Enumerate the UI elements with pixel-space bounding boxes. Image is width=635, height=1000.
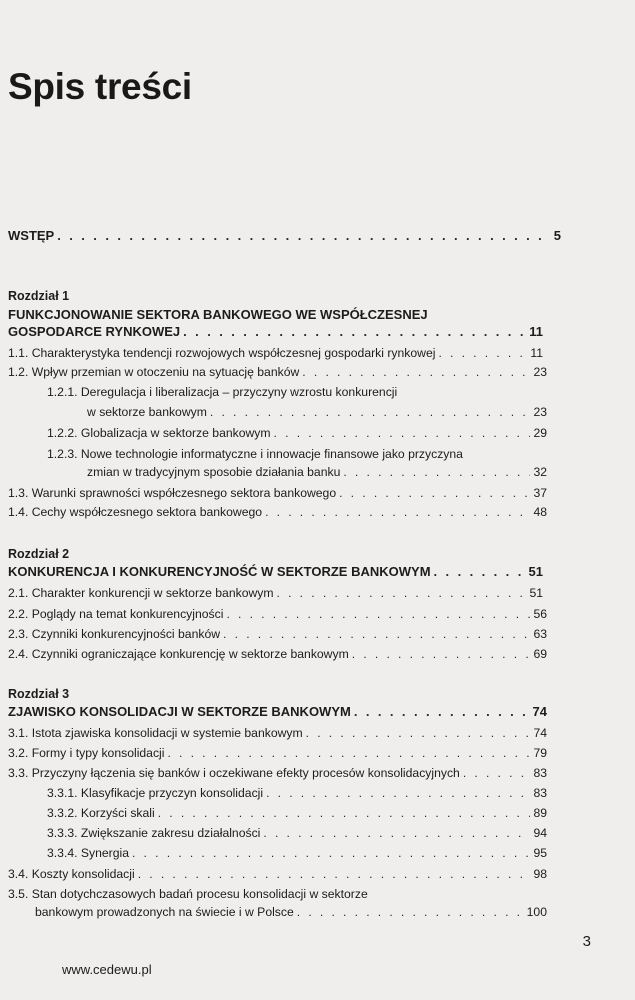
page-number: 3	[582, 933, 591, 950]
entry-label: ZJAWISKO KONSOLIDACJI W SEKTORZE BANKOWYM	[8, 704, 351, 719]
entry-page: 48	[533, 505, 547, 519]
entry-page: 11	[529, 324, 543, 339]
entry-page: 69	[533, 647, 547, 661]
dot-leader	[266, 783, 530, 803]
entry-label: 3.1. Istota zjawiska konsolidacji w systemie bankowym	[8, 726, 303, 740]
toc-entry[interactable]	[0, 743, 635, 763]
chapter-label: Rozdział 3	[8, 687, 70, 701]
entry-label: 2.4. Czynniki ograniczające konkurencję w sektorze bankowym	[8, 647, 349, 661]
toc-entry[interactable]	[0, 723, 635, 743]
entry-page: 83	[533, 766, 547, 780]
toc-entry[interactable]	[0, 462, 635, 482]
dot-leader	[226, 604, 530, 624]
entry-page: 51	[529, 586, 543, 600]
dot-leader	[352, 644, 531, 664]
entry-label-line1: 1.2.1. Deregulacja i liberalizacja – przyczyny wzrostu konkurencji	[47, 385, 398, 399]
entry-label: 3.3.4. Synergia	[47, 846, 129, 860]
entry-label: 3.2. Formy i typy konsolidacji	[8, 746, 165, 760]
entry-page: 23	[533, 405, 547, 419]
entry-label: GOSPODARCE RYNKOWEJ	[8, 324, 181, 339]
page-title: Spis treści	[8, 66, 192, 107]
dot-leader	[354, 702, 530, 722]
toc-entry[interactable]	[0, 423, 635, 443]
entry-label: 1.1. Charakterystyka tendencji rozwojowych współczesnej gospodarki rynkowej	[8, 346, 436, 360]
dot-leader	[306, 723, 531, 743]
toc-entry[interactable]	[0, 502, 635, 522]
entry-page: 89	[533, 806, 547, 820]
entry-label: 3.3.2. Korzyści skali	[47, 806, 155, 820]
entry-label: 2.1. Charakter konkurencji w sektorze bankowym	[8, 586, 274, 600]
toc-entry[interactable]	[0, 362, 635, 382]
dot-leader	[434, 562, 526, 582]
entry-label: 1.4. Cechy współczesnego sektora bankowego	[8, 505, 263, 519]
entry-page: 95	[533, 846, 547, 860]
toc-entry-intro[interactable]	[0, 226, 635, 246]
toc-entry[interactable]	[0, 624, 635, 644]
toc-entry-chapter1[interactable]	[0, 322, 635, 342]
chapter-title: FUNKCJONOWANIE SEKTORA BANKOWEGO WE WSPÓŁCZESNEJ	[8, 307, 428, 322]
entry-label: KONKURENCJA I KONKURENCYJNOŚĆ W SEKTORZE BANKOWYM	[8, 564, 431, 579]
entry-label: 2.3. Czynniki konkurencyjności banków	[8, 627, 221, 641]
toc-entry[interactable]	[0, 644, 635, 664]
dot-leader	[138, 864, 531, 884]
toc-entry[interactable]	[0, 864, 635, 884]
toc-entry[interactable]	[0, 343, 635, 363]
entry-label: w sektorze bankowym	[87, 405, 207, 419]
entry-label: bankowym prowadzonych na świecie i w Polsce	[35, 905, 294, 919]
entry-page: 37	[533, 486, 547, 500]
entry-page: 5	[553, 228, 561, 243]
dot-leader	[210, 402, 531, 422]
entry-page: 23	[533, 365, 547, 379]
entry-label: 1.2.2. Globalizacja w sektorze bankowym	[47, 426, 271, 440]
entry-label: 1.2. Wpływ przemian w otoczeniu na sytuację banków	[8, 365, 300, 379]
entry-label: 3.3. Przyczyny łączenia się banków i oczekiwane efekty procesów konsolidacyjnych	[8, 766, 460, 780]
footer-url: www.cedewu.pl	[62, 962, 152, 977]
entry-label: zmian w tradycyjnym sposobie działania banku	[87, 465, 341, 479]
toc-entry[interactable]	[0, 803, 635, 823]
entry-label-line1: 3.5. Stan dotychczasowych badań procesu konsolidacji w sektorze	[8, 887, 368, 901]
dot-leader	[132, 843, 530, 863]
entry-label: 3.3.1. Klasyfikacje przyczyn konsolidacji	[47, 786, 264, 800]
dot-leader	[223, 624, 530, 644]
toc-entry[interactable]	[0, 763, 635, 783]
entry-page: 79	[533, 746, 547, 760]
dot-leader	[263, 823, 530, 843]
toc-entry-chapter3[interactable]	[0, 702, 635, 722]
entry-page: 32	[533, 465, 547, 479]
entry-page: 98	[533, 867, 547, 881]
dot-leader	[158, 803, 531, 823]
dot-leader	[343, 462, 530, 482]
entry-label: 2.2. Poglądy na temat konkurencyjności	[8, 607, 224, 621]
toc-entry[interactable]	[0, 902, 635, 922]
dot-leader	[265, 502, 530, 522]
toc-entry[interactable]	[0, 843, 635, 863]
dot-leader	[183, 322, 526, 342]
dot-leader	[167, 743, 530, 763]
entry-page: 100	[526, 905, 547, 919]
dot-leader	[57, 226, 551, 246]
entry-page: 83	[533, 786, 547, 800]
entry-label: WSTĘP	[8, 228, 55, 243]
toc-entry[interactable]	[0, 402, 635, 422]
toc-entry-chapter2[interactable]	[0, 562, 635, 582]
toc-entry[interactable]	[0, 823, 635, 843]
entry-page: 29	[533, 426, 547, 440]
entry-label-line1: 1.2.3. Nowe technologie informatyczne i innowacje finansowe jako przyczyna	[47, 447, 463, 461]
entry-label: 3.3.3. Zwiększanie zakresu działalności	[47, 826, 261, 840]
entry-page: 56	[533, 607, 547, 621]
entry-label: 1.3. Warunki sprawności współczesnego sektora bankowego	[8, 486, 337, 500]
toc-entry[interactable]	[0, 483, 635, 503]
chapter-label: Rozdział 1	[8, 289, 70, 303]
chapter-label: Rozdział 2	[8, 547, 70, 561]
entry-label: 3.4. Koszty konsolidacji	[8, 867, 135, 881]
dot-leader	[302, 362, 530, 382]
entry-page: 74	[533, 726, 547, 740]
entry-page: 74	[532, 704, 547, 719]
dot-leader	[463, 763, 531, 783]
dot-leader	[297, 902, 524, 922]
dot-leader	[339, 483, 530, 503]
dot-leader	[438, 343, 527, 363]
entry-page: 51	[528, 564, 543, 579]
toc-entry[interactable]	[0, 604, 635, 624]
dot-leader	[274, 423, 531, 443]
dot-leader	[277, 583, 527, 603]
entry-page: 11	[530, 346, 543, 360]
toc-entry[interactable]	[0, 583, 635, 603]
toc-entry[interactable]	[0, 783, 635, 803]
entry-page: 94	[533, 826, 547, 840]
entry-page: 63	[533, 627, 547, 641]
